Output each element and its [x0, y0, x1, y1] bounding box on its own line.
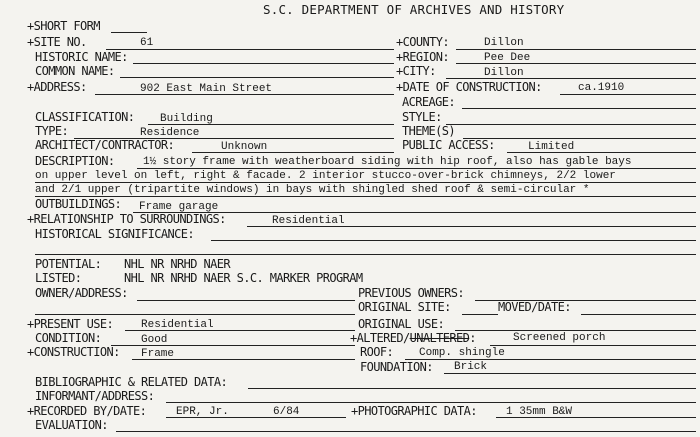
historic-name-line — [133, 63, 394, 64]
description-line-1: 1½ story frame with weatherboard siding with hip roof, also has gable bays — [143, 156, 632, 168]
common-name-label: COMMON NAME: — [35, 64, 115, 78]
address-line — [95, 94, 394, 95]
city-line — [446, 78, 696, 79]
recorded-by-label: +RECORDED BY/DATE: — [27, 404, 147, 418]
page-title: S.C. DEPARTMENT OF ARCHIVES AND HISTORY — [263, 2, 565, 17]
date-of-construction-value: ca.1910 — [578, 82, 625, 94]
historical-significance-line — [211, 240, 696, 241]
common-name-line — [120, 77, 394, 78]
public-access-line — [507, 152, 696, 153]
roof-line — [405, 359, 696, 360]
owner-address-label: OWNER/ADDRESS: — [35, 286, 128, 300]
relationship-value: Residential — [272, 215, 345, 227]
altered-label — [350, 332, 476, 344]
site-no-label: +SITE NO. — [27, 35, 87, 49]
original-site-label: ORIGINAL SITE: — [358, 300, 451, 314]
themes-line — [463, 138, 696, 139]
type-value: Residence — [140, 127, 200, 139]
style-line — [446, 124, 696, 125]
unaltered-struck-label: UNALTERED — [409, 331, 470, 345]
potential-label: POTENTIAL: — [35, 257, 102, 271]
owner-address-line — [137, 300, 355, 301]
acreage-label: ACREAGE: — [402, 95, 455, 109]
evaluation-label: EVALUATION: — [35, 418, 108, 432]
original-use-label: ORIGINAL USE: — [358, 317, 445, 331]
relationship-label: +RELATIONSHIP TO SURROUNDINGS: — [27, 212, 226, 226]
foundation-value: Brick — [454, 361, 488, 373]
photographic-data-line — [496, 417, 696, 418]
region-label: +REGION: — [396, 50, 449, 64]
photographic-data-label: +PHOTOGRAPHIC DATA: — [351, 404, 477, 418]
city-label: +CITY: — [396, 64, 436, 78]
region-value: Pee Dee — [484, 52, 531, 64]
altered-value: Screened porch — [513, 332, 606, 344]
historical-significance-label: HISTORICAL SIGNIFICANCE: — [35, 227, 194, 241]
present-use-value: Residential — [141, 319, 214, 331]
acreage-line — [462, 108, 696, 109]
potential-options: NHL NR NRHD NAER — [124, 257, 230, 271]
classification-line — [148, 124, 394, 125]
construction-label: +CONSTRUCTION: — [27, 345, 120, 359]
architect-label: ARCHITECT/CONTRACTOR: — [35, 138, 175, 152]
description-underline-2 — [35, 182, 696, 183]
address-label: +ADDRESS: — [27, 80, 87, 94]
photographic-data-value: 1 35mm B&W — [506, 406, 573, 418]
moved-date-line — [581, 314, 696, 315]
site-no-value: 61 — [140, 37, 154, 49]
description-underline-1 — [137, 168, 696, 169]
moved-date-label: MOVED/DATE: — [498, 300, 571, 314]
classification-label: CLASSIFICATION: — [35, 110, 135, 124]
region-line — [456, 63, 696, 64]
recorded-by-value: EPR, Jr. — [176, 406, 229, 418]
construction-line — [132, 359, 355, 360]
short-form-label: +SHORT FORM — [27, 19, 100, 33]
informant-label: INFORMANT/ADDRESS: — [35, 389, 155, 403]
evaluation-line — [116, 431, 696, 432]
type-label: TYPE: — [35, 124, 69, 138]
relationship-line — [247, 226, 696, 227]
owner-address-line-2 — [35, 314, 355, 315]
public-access-value: Limited — [528, 141, 575, 153]
style-label: STYLE: — [402, 110, 442, 124]
short-form-line — [111, 32, 147, 33]
condition-value: Good — [141, 334, 168, 346]
description-line-3: and 2/1 upper (tripartite windows) in bays with shingled shed roof & semi-circular * — [35, 184, 590, 196]
architect-value: Unknown — [221, 141, 268, 153]
themes-label: THEME(S) — [402, 124, 455, 138]
original-site-line — [462, 314, 498, 315]
historical-significance-line-2 — [35, 254, 696, 255]
county-value: Dillon — [484, 37, 524, 49]
roof-value: Comp. shingle — [419, 347, 505, 359]
listed-label: LISTED: — [35, 271, 82, 285]
historic-name-label: HISTORIC NAME: — [35, 50, 128, 64]
present-use-label: +PRESENT USE: — [27, 317, 114, 331]
public-access-label: PUBLIC ACCESS: — [402, 138, 495, 152]
condition-line — [111, 345, 355, 346]
present-use-line — [125, 330, 355, 331]
condition-label: CONDITION: — [35, 331, 102, 345]
foundation-label: FOUNDATION: — [360, 360, 433, 374]
altered-label-prefix: +ALTERED/ — [350, 331, 410, 345]
description-label: DESCRIPTION: — [35, 154, 115, 168]
recorded-date-value: 6/84 — [273, 406, 300, 418]
date-of-construction-label: +DATE OF CONSTRUCTION: — [396, 80, 542, 94]
city-value: Dillon — [484, 67, 524, 79]
previous-owners-label: PREVIOUS OWNERS: — [358, 286, 464, 300]
roof-label: ROOF: — [360, 345, 394, 359]
foundation-line — [444, 373, 696, 374]
description-line-2: on upper level on left, right & facade. 2 interior stucco-over-brick chimneys, 2/2 lower — [35, 170, 616, 182]
construction-value: Frame — [141, 348, 175, 360]
county-label: +COUNTY: — [396, 35, 449, 49]
bibliographic-line — [248, 388, 696, 389]
informant-line — [166, 402, 696, 403]
description-underline-3 — [35, 196, 696, 197]
altered-line — [490, 345, 696, 346]
outbuildings-value: Frame garage — [139, 201, 219, 213]
recorded-by-line — [166, 417, 346, 418]
address-value: 902 East Main Street — [140, 83, 273, 95]
altered-label-suffix: : — [469, 331, 476, 345]
architect-line — [192, 152, 394, 153]
original-use-line — [455, 330, 696, 331]
classification-value: Building — [160, 113, 213, 125]
listed-options: NHL NR NRHD NAER S.C. MARKER PROGRAM — [124, 271, 363, 285]
county-line — [456, 49, 696, 50]
outbuildings-label: OUTBUILDINGS: — [35, 197, 122, 211]
site-no-line — [106, 49, 394, 50]
date-of-construction-line — [560, 94, 696, 95]
bibliographic-label: BIBLIOGRAPHIC & RELATED DATA: — [35, 375, 228, 389]
